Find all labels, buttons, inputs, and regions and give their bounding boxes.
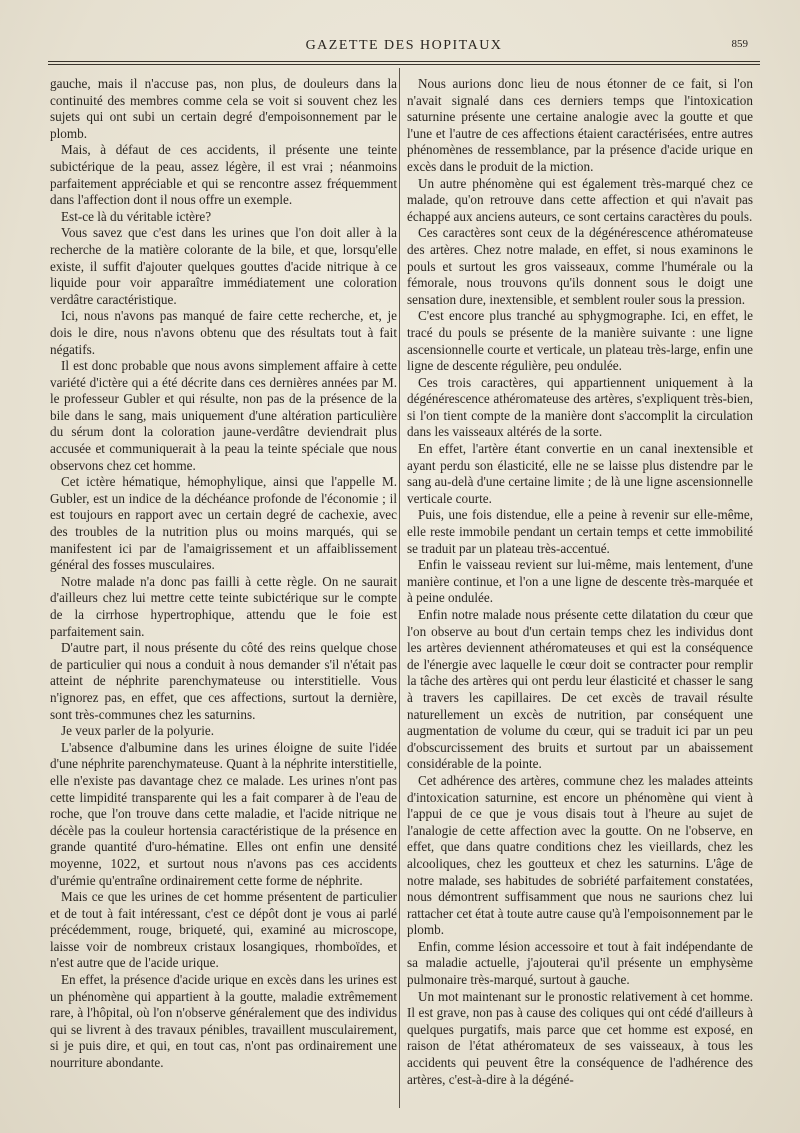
paragraph: Cet ictère hématique, hémophylique, ainsi que l'appelle M. Gubler, est un indice de la déchéance profonde de l'économie ; il est toujours en rapport avec un certain degré de cachexie, avec des troubles de la nutrition plus ou moins marqués, qui se manifestent ici par de l'amaigrissement et un affaiblissement général des fosses musculaires. <box>50 474 397 573</box>
paragraph: Il est donc probable que nous avons simplement affaire à cette variété d'ictère qui a été décrite dans ces dernières années par M. le professeur Gubler et qui résulte, non pas de la présence de la bile dans le sang, mais uniquement d'une altération particulière du sérum dont la coloration jaune-verdâtre deviendrait plus accusée et communiquerait à la peau la teinte spéciale que nous observons chez cet homme. <box>50 358 397 473</box>
paragraph: Je veux parler de la polyurie. <box>61 723 215 739</box>
paragraph: En effet, la présence d'acide urique en excès dans les urines est un phénomène qui appartient à la goutte, maladie extrêmement rare, à l'hôpital, où l'on n'observe généralement que des individus qui se livrent à des travaux pénibles, travaillent musculairement, si je puis dire, et qui, en tout cas, n'ont pas ordinairement une nourriture abondante. <box>50 972 397 1071</box>
paragraph: Ces caractères sont ceux de la dégénérescence athéromateuse des artères. Chez notre malade, en effet, si nous examinons le pouls et surtout les gros vaisseaux, comme l'humérale ou la fémorale, nous trouvons qu'ils donnent sous le doigt une sensation dure, inextensible, et semblent rouler sous la pression. <box>407 225 753 307</box>
left-column <box>50 76 397 1072</box>
right-column <box>407 76 753 1088</box>
paragraph: Un autre phénomène qui est également très-marqué chez ce malade, qu'on retrouve dans cette affection et qui n'avait pas échappé aux anciens auteurs, ce sont certains caractères du pouls. <box>407 175 753 224</box>
paragraph: Mais ce que les urines de cet homme présentent de particulier et de tout à fait intéressant, c'est ce dépôt dont je vous ai parlé précédemment, rouge, briqueté, qui, examiné au microscope, laisse voir de nombreux cristaux losangiques, rhomboïdes, et n'est autre que de l'acide urique. <box>50 889 397 971</box>
paragraph: Notre malade n'a donc pas failli à cette règle. On ne saurait d'ailleurs chez lui mettre cette teinte subictérique sur le compte de la cirrhose hypertrophique, attendu que le foie est parfaitement sain. <box>50 573 397 639</box>
paragraph: Ici, nous n'avons pas manqué de faire cette recherche, et, je dois le dire, nous n'avons obtenu que des résultats tout à fait négatifs. <box>50 308 397 357</box>
header-rule-top <box>48 61 760 62</box>
paragraph: Mais, à défaut de ces accidents, il présente une teinte subictérique de la peau, assez légère, il est vrai ; néanmoins parfaitement appréciable et qui se rencontre assez fréquemment dans l'affection dont il nous offre un exemple. <box>50 142 397 208</box>
journal-title: GAZETTE DES HOPITAUX <box>305 38 503 53</box>
paragraph: Puis, une fois distendue, elle a peine à revenir sur elle-même, elle reste immobile pendant un certain temps et cette immobilité se traduit par un plateau très-accentué. <box>407 507 753 556</box>
paragraph: Enfin notre malade nous présente cette dilatation du cœur que l'on observe au bout d'un certain temps chez les individus dont les artères deviennent athéromateuses et qui est la conséquence de l'énergie avec laquelle le cœur doit se contracter pour remplir la tâche des artères qui ont perdu leur élasticité et chasser le sang à travers les capillaires. De cet excès de travail résulte naturellement un excès de nutrition, par conséquent une augmentation de volume du cœur, qui se traduit ici par un peu d'obscurcissement des bruits et surtout par un abaissement considérable de la pointe. <box>407 607 753 772</box>
paragraph: Enfin, comme lésion accessoire et tout à fait indépendante de sa maladie actuelle, j'ajouterai qu'il présente un emphysème pulmonaire très-marqué, surtout à gauche. <box>407 938 753 988</box>
paragraph: Est-ce là du véritable ictère? <box>61 208 212 224</box>
column-divider <box>399 68 400 1108</box>
page-header <box>48 38 760 62</box>
paragraph: En effet, l'artère étant convertie en un canal inextensible et ayant perdu son élasticité, elle ne se laisse plus distendre par le sang au-delà d'une certaine limite ; de là une ligne ascensionnelle verticale courte. <box>407 441 753 506</box>
paragraph: gauche, mais il n'accuse pas, non plus, de douleurs dans la continuité des membres comme cela se voit si souvent chez les sujets qui ont subi un certain degré d'empoisonnement par le plomb. <box>50 76 397 141</box>
paragraph: C'est encore plus tranché au sphygmographe. Ici, en effet, le tracé du pouls se présente de la manière suivante : une ligne ascensionnelle courte et verticale, un plateau très-large, enfin une ligne de descente régulière, peu ondulée. <box>407 308 753 374</box>
paragraph: Enfin le vaisseau revient sur lui-même, mais lentement, d'une manière continue, et l'on a une ligne de descente très-marquée et à peine ondulée. <box>407 557 753 606</box>
paragraph: Un mot maintenant sur le pronostic relativement à cet homme. Il est grave, non pas à cause des coliques qui ont cédé d'ailleurs à quelques purgatifs, mais parce que cet homme est exposé, en raison de l'état athéromateux de ses vaisseaux, à tous les accidents qui peuvent être la conséquence de l'adhérence des artères, c'est-à-dire à la dégéné- <box>407 988 753 1087</box>
paragraph: Vous savez que c'est dans les urines que l'on doit aller à la recherche de la matière colorante de la bile, et que, lorsqu'elle existe, il suffit d'ajouter quelques gouttes d'acide nitrique à ce liquide pour voir apparaître immédiatement une coloration verdâtre caractéristique. <box>50 225 397 307</box>
header-rule-bottom <box>48 64 760 65</box>
paragraph: Ces trois caractères, qui appartiennent uniquement à la dégénérescence athéromateuse des artères, s'expliquent très-bien, si l'on tient compte de la manière dont s'accomplit la circulation dans les vaisseaux altérés de la sorte. <box>407 374 753 440</box>
paragraph: D'autre part, il nous présente du côté des reins quelque chose de particulier qui nous a conduit à nous demander s'il n'était pas atteint de néphrite parenchymateuse ou interstitielle. Vous n'ignorez pas, en effet, que ces affections, surtout la dernière, sont très-communes chez les saturnins. <box>50 640 397 722</box>
paragraph: Cet adhérence des artères, commune chez les malades atteints d'intoxication saturnine, est encore un phénomène qui vient à l'appui de ce que je vous disais tout à l'heure au sujet de l'analogie de cette affection avec la goutte. On ne l'observe, en effet, que dans quatre conditions chez les vieillards, chez les alcooliques, chez les goutteux et chez les saturnins. L'âge de notre malade, ses habitudes de sobriété parfaitement constatées, nous démontrent suffisamment que nous ne saurions chez lui rattacher cet état à toute autre cause qu'à l'empoisonnement par le plomb. <box>407 772 753 938</box>
page-number: 859 <box>731 38 748 50</box>
paragraph: L'absence d'albumine dans les urines éloigne de suite l'idée d'une néphrite parenchymateuse. Quant à la néphrite interstitielle, elle n'existe pas davantage chez ce malade. Les urines n'ont pas cette limpidité transparente qui les a fait comparer à de l'eau de roche, que l'on trouve dans cette maladie, et l'acide nitrique ne décèle pas la couleur hortensia caractéristique de la présence en grande quantité d'uro-hématine. Elles ont enfin une densité moyenne, 1022, et surtout nous n'avons pas ces accidents d'urémie qu'entraîne ordinairement cette forme de néphrite. <box>50 739 397 888</box>
paragraph: Nous aurions donc lieu de nous étonner de ce fait, si l'on n'avait signalé dans ces derniers temps que l'intoxication saturnine présente une certaine analogie avec la goutte et que l'une et l'autre de ces affections étaient caractérisées, entre autres phénomènes de ressemblance, par la présence d'acide urique en excès dans le produit de la miction. <box>407 76 753 174</box>
